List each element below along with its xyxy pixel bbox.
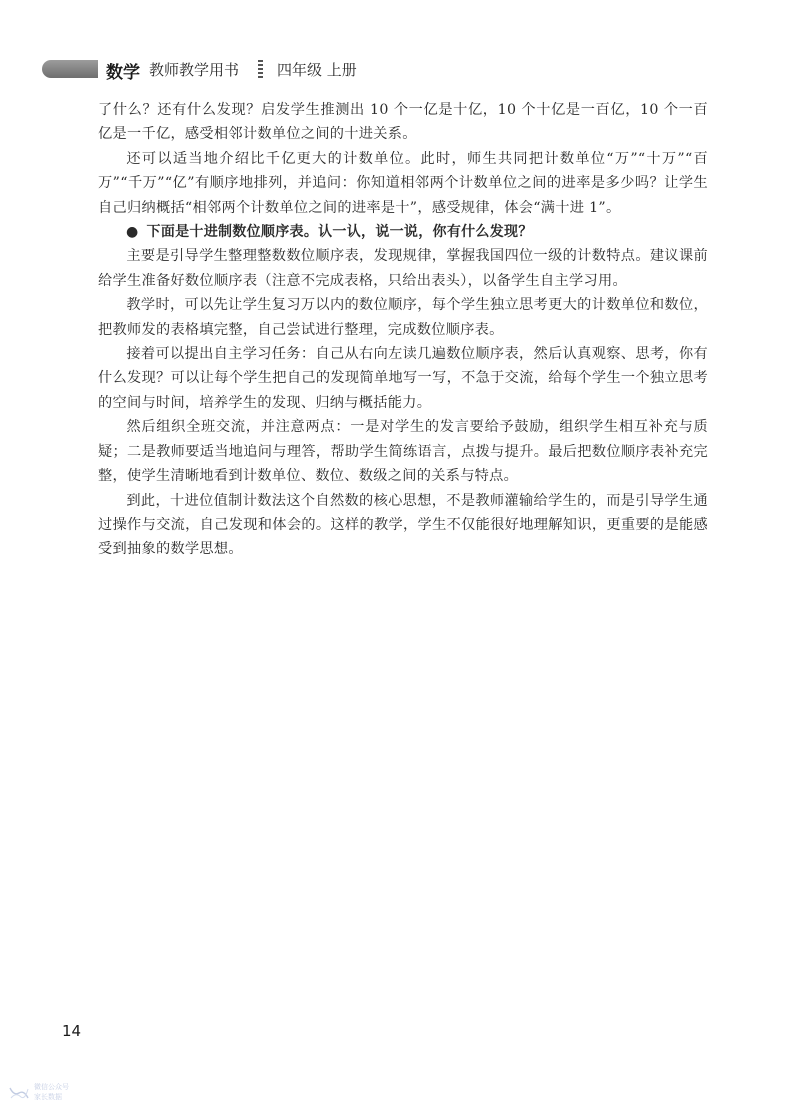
page-number: 14 (62, 1022, 82, 1040)
header-book-title: 教师教学用书 (149, 61, 240, 79)
watermark-line-2: 家长数据 (34, 1093, 62, 1101)
bullet-heading (98, 220, 708, 244)
watermark-logo-icon (8, 1084, 30, 1102)
watermark-text (34, 1082, 69, 1102)
paragraph: 教学时，可以先让学生复习万以内的数位顺序，每个学生独立思考更大的计数单位和数位，把教师发的表格填完整，自己尝试进行整理，完成数位顺序表。 (98, 297, 708, 338)
paragraph: 主要是引导学生整理整数数位顺序表，发现规律，掌握我国四位一级的计数特点。建议课前给学生准备好数位顺序表（注意不完成表格，只给出表头），以备学生自主学习用。 (98, 248, 708, 289)
header-tab-decoration (42, 60, 98, 78)
page-header (0, 58, 800, 84)
paragraph: 到此，十进位值制计数法这个自然数的核心思想，不是教师灌输给学生的，而是引导学生通过操作与交流，自己发现和体会的。这样的教学，学生不仅能很好地理解知识，更重要的是能感受到抽象的数学思想。 (98, 492, 708, 558)
watermark (8, 1082, 100, 1104)
paragraph: 接着可以提出自主学习任务：自己从右向左读几遍数位顺序表，然后认真观察、思考，你有什么发现？可以让每个学生把自己的发现简单地写一写，不急于交流，给每个学生一个独立思考的空间与时间，培养学生的发现、归纳与概括能力。 (98, 346, 708, 411)
header-subject: 数学 (106, 63, 140, 83)
paragraph: 然后组织全班交流，并注意两点：一是对学生的发言要给予鼓励，组织学生相互补充与质疑；二是教师要适当地追问与理答，帮助学生简练语言，点拨与提升。最后把数位顺序表补充完整，使学生清晰地看到计数单位、数位、数级之间的关系与特点。 (98, 419, 708, 485)
main-text (98, 98, 708, 562)
bullet-heading-text: 下面是十进制数位顺序表。认一认，说一说，你有什么发现？ (146, 224, 533, 241)
header-divider (258, 60, 263, 80)
header-grade: 四年级 上册 (277, 61, 357, 79)
paragraph-continued: 了什么？还有什么发现？启发学生推测出 10 个一亿是十亿，10 个十亿是一百亿，10 个一百亿是一千亿，感受相邻计数单位之间的十进关系。 (98, 102, 708, 143)
paragraph: 还可以适当地介绍比千亿更大的计数单位。此时，师生共同把计数单位“万”“十万”“百万”“千万”“亿”有顺序地排列，并追问：你知道相邻两个计数单位之间的进率是多少吗？让学生自己归纳概括“相邻两个计数单位之间的进率是十”，感受规律，体会“满十进 1”。 (98, 150, 708, 216)
watermark-line-1: 微信公众号 (34, 1083, 69, 1091)
bullet-icon: ● (126, 224, 139, 241)
